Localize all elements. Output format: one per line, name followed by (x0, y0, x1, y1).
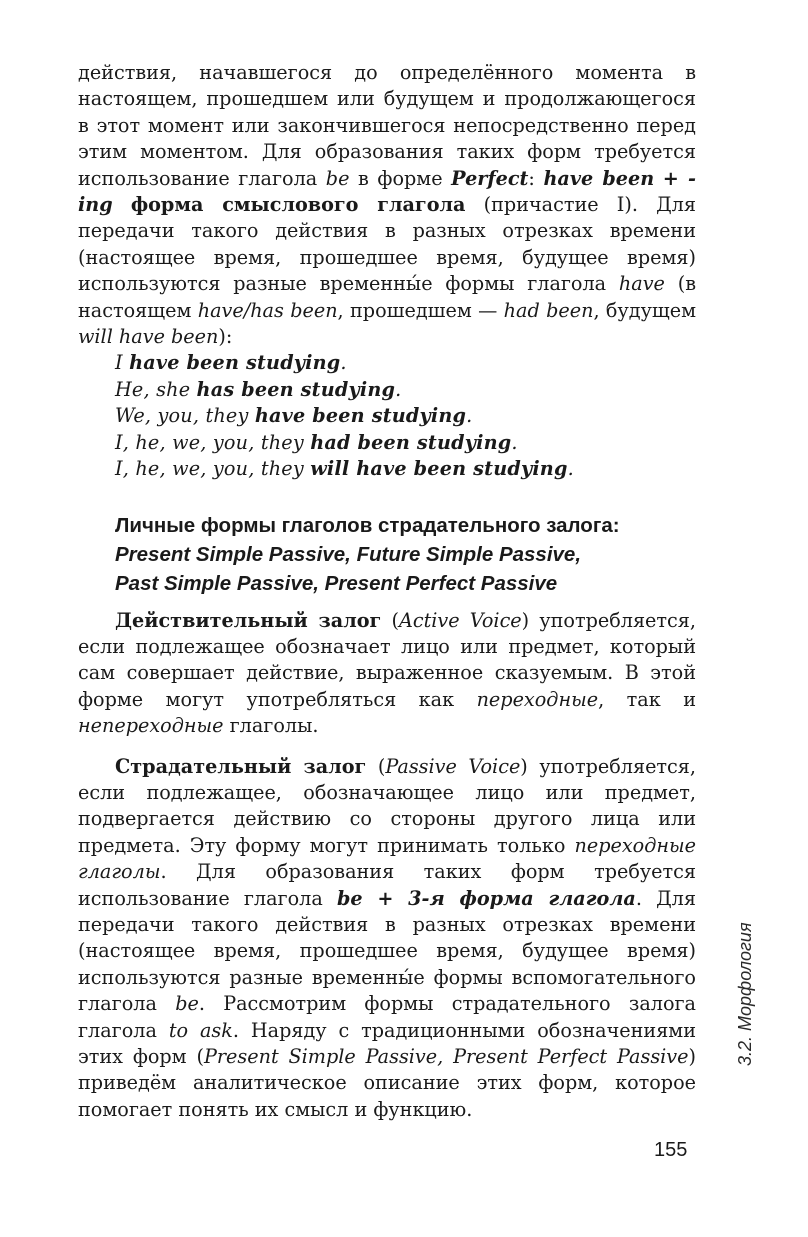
term-be: be (325, 166, 350, 190)
text: в форме (349, 166, 452, 190)
page-content (78, 60, 696, 1123)
term-perfect: Perfect (451, 166, 529, 190)
term-passive-formula: be + 3-я форма глагола (336, 886, 636, 910)
example-line: I, he, we, you, they will have been studying. (115, 457, 574, 481)
example-list (78, 350, 696, 482)
term-be: be (175, 992, 199, 1016)
text: , будущем (593, 298, 696, 322)
text (113, 193, 131, 216)
term-active-voice-en: Active Voice (398, 608, 522, 632)
paragraph-passive-voice: Страдательный залог (Passive Voice) употребляется, если подлежащее, обозначающее лицо или предмет, подвергается действию со стороны другого лица или предмета. Эту форму могут принимать только переходные глаголы. Для образования таких форм требуется использование глагола be + 3-я форма глагола. Для передачи такого действия в разных отрезках времени (настоящее время, прошедшее время, будущее время) используются разные временны́е формы вспомогательного глагола be. Рассмотрим формы страдательного залога глагола to ask. Наряду с традиционными обозначениями этих форм (Present Simple Passive, Present Perfect Passive) приведём аналитическое описание этих форм, которое помогает понять их смысл и функцию. (78, 754, 697, 1121)
example-line: We, you, they have been studying. (115, 404, 473, 428)
paragraph-gap (78, 740, 696, 754)
paragraph-active-voice: Действительный залог (Active Voice) употребляется, если подлежащее обозначает лицо или предмет, который сам совершает действие, выраженное сказуемым. В этой форме могут употребляться как переходные, так и непереходные глаголы. (78, 608, 696, 738)
example-line: I, he, we, you, they had been studying. (115, 430, 518, 454)
text (654, 167, 663, 190)
text: (причастие I). Для передачи такого действия в разных отрезках времени (настоящее время, прошедшее время, будущее время) используются разные временны́е формы глагола (78, 193, 696, 296)
text: (в настоящем (78, 272, 697, 322)
term-have-been: have been (543, 166, 655, 190)
text: действия, начавшегося до определённого момента в настоящем, прошедшем или будущем и продолжающегося в этот момент или закончившегося непосредственно перед этим моментом. Для образования таких форм требуется использование глагола (78, 61, 696, 190)
term-ing-form: + -ing (78, 166, 696, 217)
text: : (528, 166, 544, 190)
term-intransitive: непереходные (78, 714, 224, 738)
heading-line: Past Simple Passive, Present Perfect Passive (115, 571, 558, 595)
term-have-has-been: have/has been (197, 298, 338, 322)
term-passive-voice: Страдательный залог (115, 754, 367, 778)
running-header: 3.2. Морфология (735, 922, 755, 1066)
text: ): (218, 325, 233, 349)
heading-line: Личные формы глаголов страдательного залога: (115, 513, 620, 537)
term-transitive-verbs: переходные глаголы (78, 833, 696, 884)
term-will-have-been: will have been (78, 325, 219, 349)
example-line: I have been studying. (115, 351, 347, 375)
term-had-been: had been (503, 298, 594, 322)
page-number: 155 (654, 1139, 688, 1161)
text: , прошедшем — (337, 298, 504, 322)
paragraph-perfect-continuous (78, 60, 696, 350)
term-main-verb-form: форма смыслового глагола (130, 193, 466, 217)
term-to-ask: to ask (168, 1018, 233, 1042)
term-active-voice: Действительный залог (115, 608, 382, 632)
example-line: He, she has been studying. (115, 377, 402, 401)
term-passive-names: Present Simple Passive, Present Perfect Passive (203, 1045, 689, 1068)
term-transitive: переходные (476, 687, 599, 711)
term-passive-voice-en: Passive Voice (385, 754, 521, 778)
section-heading (78, 511, 696, 598)
heading-line: Present Simple Passive, Future Simple Passive, (115, 542, 582, 566)
term-have: have (618, 272, 665, 296)
